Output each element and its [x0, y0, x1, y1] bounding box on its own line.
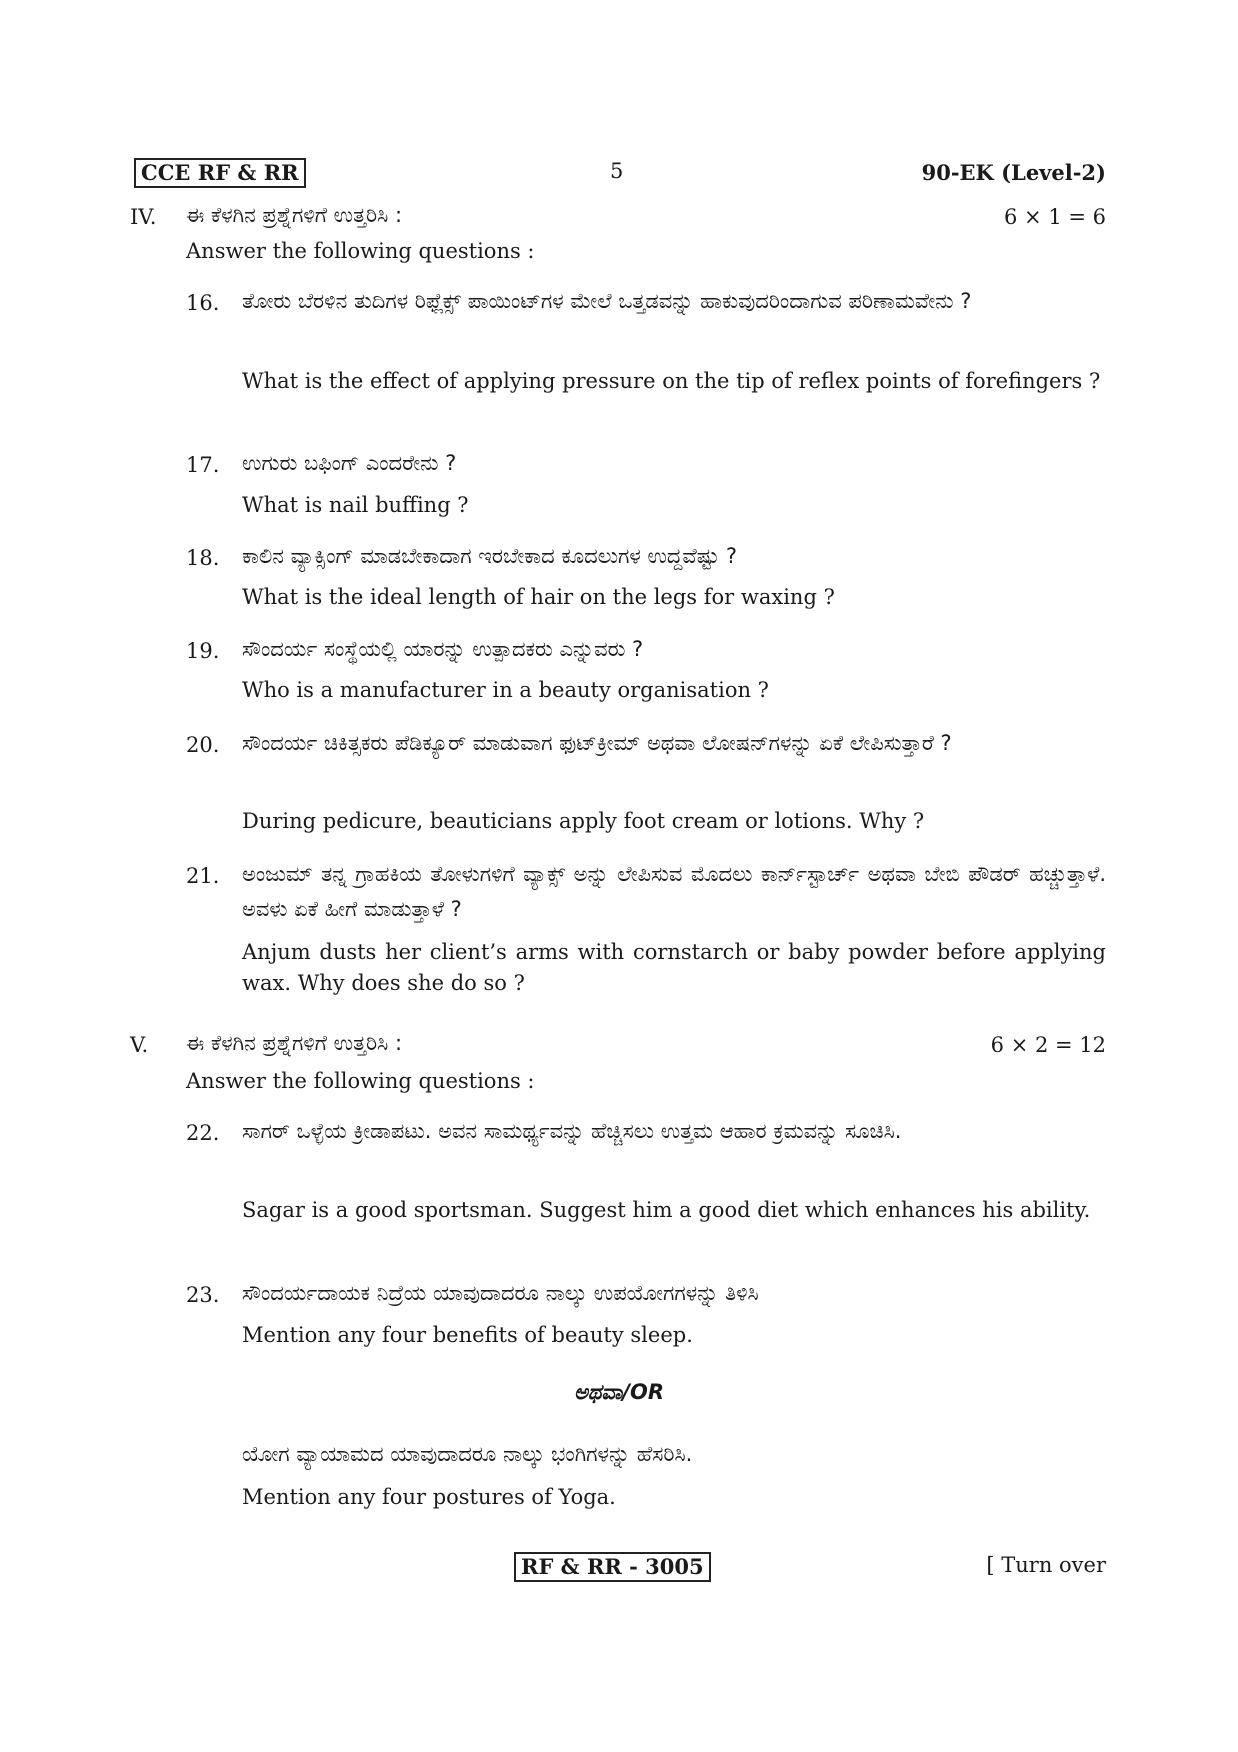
section-iv-instruction-kn: ಈ ಕೆಳಗಿನ ಪ್ರಶ್ನೆಗಳಿಗೆ ಉತ್ತರಿಸಿ :	[186, 203, 403, 227]
question-21-en: Anjum dusts her client’s arms with cornstarch or baby powder before applying wax. Why does she do so ?	[242, 940, 1106, 995]
question-20-en: During pedicure, beauticians apply foot cream or lotions. Why ?	[242, 809, 925, 833]
question-17-kn: ಉಗುರು ಬಫಿಂಗ್ ಎಂದರೇನು ?	[242, 451, 457, 475]
page-number: 5	[610, 159, 624, 183]
question-22-kn: ಸಾಗರ್ ಒಳ್ಳೆಯ ಕ್ರೀಡಾಪಟು. ಅವನ ಸಾಮರ್ಥ್ಯವನ್ನು ಹೆಚ್ಚಿಸಲು ಉತ್ತಮ ಆಹಾರ ಕ್ರಮವನ್ನು ಸೂಚಿಸಿ.	[242, 1119, 902, 1143]
question-17-en: What is nail buffing ?	[242, 493, 469, 517]
question-number: 21.	[186, 864, 220, 888]
section-iv-instruction-en: Answer the following questions :	[186, 239, 535, 263]
question-number: 17.	[186, 453, 220, 477]
question-19-en: Who is a manufacturer in a beauty organisation ?	[242, 678, 769, 702]
section-iv-marks: 6 × 1 = 6	[1004, 205, 1106, 229]
header-left-code: CCE RF & RR	[134, 158, 306, 188]
question-16-kn: ತೋರು ಬೆರಳಿನ ತುದಿಗಳ ರಿಫ್ಲೆಕ್ಸ್ ಪಾಯಿಂಟ್‌ಗಳ ಮೇಲೆ ಒತ್ತಡವನ್ನು ಹಾಕುವುದರಿಂದಾಗುವ ಪರಿಣಾಮವೇನು ?	[242, 289, 972, 313]
turn-over: [ Turn over	[986, 1553, 1106, 1577]
question-18-en: What is the ideal length of hair on the legs for waxing ?	[242, 585, 835, 609]
section-v-marks: 6 × 2 = 12	[990, 1033, 1106, 1057]
question-number: 18.	[186, 546, 220, 570]
section-v-instruction-kn: ಈ ಕೆಳಗಿನ ಪ್ರಶ್ನೆಗಳಿಗೆ ಉತ್ತರಿಸಿ :	[186, 1031, 403, 1055]
question-20-kn: ಸೌಂದರ್ಯ ಚಿಕಿತ್ಸಕರು ಪೆಡಿಕ್ಯೂರ್ ಮಾಡುವಾಗ ಫುಟ್‌ಕ್ರೀಮ್ ಅಥವಾ ಲೋಷನ್‌ಗಳನ್ನು ಏಕೆ ಲೇಪಿಸುತ್ತಾರೆ ?	[242, 731, 952, 755]
header-right-code: 90-EK (Level-2)	[921, 160, 1106, 185]
question-number: 19.	[186, 639, 220, 663]
question-22-en: Sagar is a good sportsman. Suggest him a good diet which enhances his ability.	[242, 1198, 1091, 1222]
alt-question-kn: ಯೋಗ ವ್ಯಾಯಾಮದ ಯಾವುದಾದರೂ ನಾಲ್ಕು ಭಂಗಿಗಳನ್ನು ಹೆಸರಿಸಿ.	[242, 1442, 693, 1466]
or-label: ಅಥವಾ/OR	[574, 1380, 664, 1404]
question-16-en: What is the effect of applying pressure on the tip of reflex points of forefingers ?	[242, 369, 1101, 393]
section-v-instruction-en: Answer the following questions :	[186, 1069, 535, 1093]
question-number: 23.	[186, 1283, 220, 1307]
question-23-en: Mention any four benefits of beauty sleep.	[242, 1323, 693, 1347]
section-v-roman: V.	[130, 1033, 149, 1057]
alt-question-en: Mention any four postures of Yoga.	[242, 1485, 616, 1509]
question-number: 20.	[186, 733, 220, 757]
question-23-kn: ಸೌಂದರ್ಯದಾಯಕ ನಿದ್ರೆಯ ಯಾವುದಾದರೂ ನಾಲ್ಕು ಉಪಯೋಗಗಳನ್ನು ತಿಳಿಸಿ	[242, 1281, 759, 1305]
question-21-kn: ಅಂಜುಮ್ ತನ್ನ ಗ್ರಾಹಕಿಯ ತೋಳುಗಳಿಗೆ ವ್ಯಾಕ್ಸ್ ಅನ್ನು ಲೇಪಿಸುವ ಮೊದಲು ಕಾರ್ನ್‌ಸ್ಟಾರ್ಚ್ ಅಥವಾ ಬೇಬಿ ಪೌಡರ್ ಹಚ್ಚುತ್ತಾಳೆ. ಅವಳು ಏಕೆ ಹೀಗೆ ಮಾಡುತ್ತಾಳೆ ?	[242, 862, 1106, 921]
footer-code: RF & RR - 3005	[514, 1552, 711, 1582]
question-number: 22.	[186, 1121, 220, 1145]
section-iv-roman: IV.	[130, 205, 157, 229]
question-19-kn: ಸೌಂದರ್ಯ ಸಂಸ್ಥೆಯಲ್ಲಿ ಯಾರನ್ನು ಉತ್ಪಾದಕರು ಎನ್ನುವರು ?	[242, 637, 644, 661]
question-number: 16.	[186, 291, 220, 315]
question-18-kn: ಕಾಲಿನ ವ್ಯಾಕ್ಸಿಂಗ್ ಮಾಡಬೇಕಾದಾಗ ಇರಬೇಕಾದ ಕೂದಲುಗಳ ಉದ್ದವೆಷ್ಟು ?	[242, 544, 738, 568]
